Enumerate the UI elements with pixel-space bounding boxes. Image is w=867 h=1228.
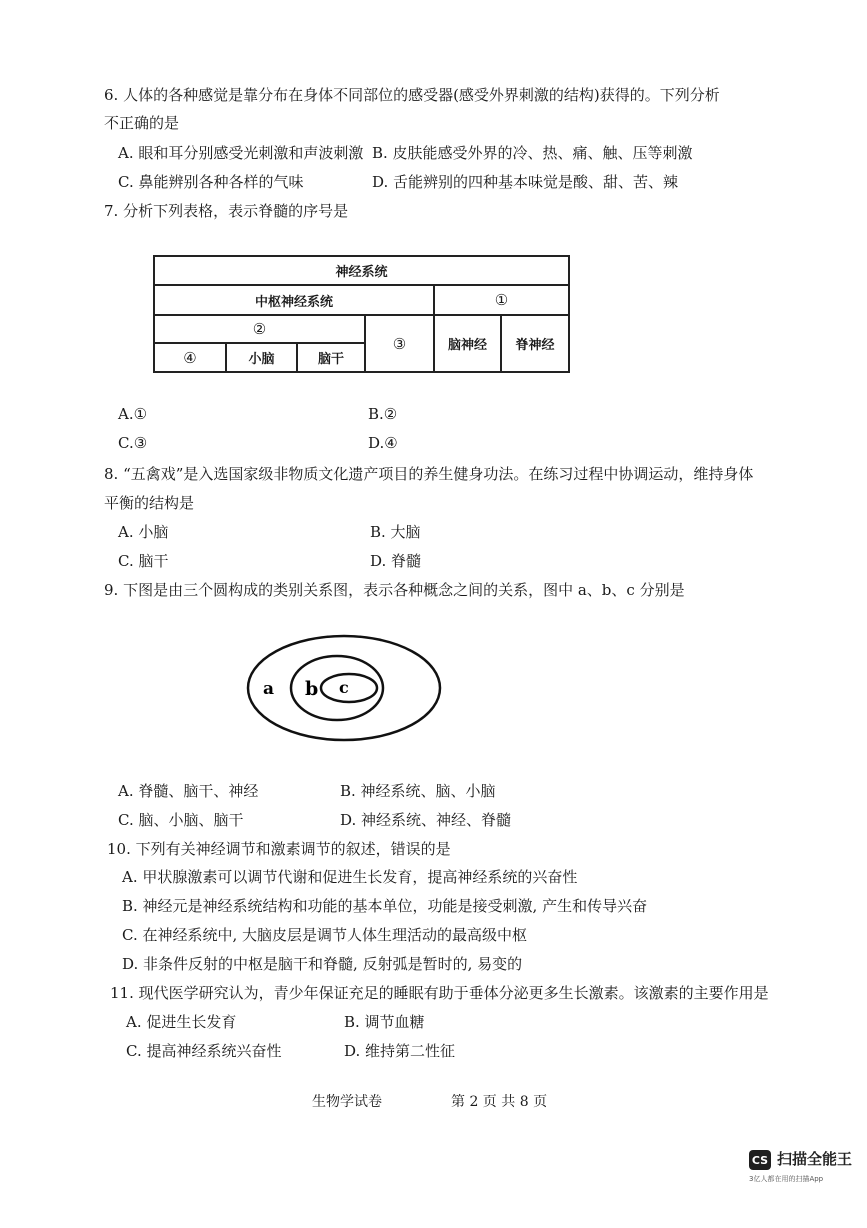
table-marker-1: ① bbox=[494, 291, 509, 309]
q11-option-c: C. 提高神经系统兴奋性 bbox=[126, 1042, 282, 1060]
table-cerebellum-label: 小脑 bbox=[248, 352, 275, 367]
table-cranial-cell bbox=[435, 316, 502, 371]
table-spinal-label: 脊神经 bbox=[515, 338, 555, 353]
q11-option-d: D. 维持第二性征 bbox=[344, 1042, 456, 1060]
nervous-system-table bbox=[153, 255, 570, 373]
q6-option-a: A. 眼和耳分别感受光刺激和声波刺激 bbox=[118, 144, 364, 162]
q8-option-b: B. 大脑 bbox=[370, 523, 421, 541]
q8-option-d: D. 脊髓 bbox=[370, 552, 422, 570]
q7-option-d: D.④ bbox=[368, 434, 398, 452]
q8-option-c: C. 脑干 bbox=[118, 552, 169, 570]
watermark-brand: 扫描全能王 bbox=[777, 1150, 853, 1168]
table-spinal-cell bbox=[502, 316, 568, 371]
logo-badge-text: CS bbox=[751, 1153, 769, 1167]
concept-circles-diagram bbox=[245, 633, 445, 743]
q9-option-d: D. 神经系统、神经、脊髓 bbox=[340, 811, 512, 829]
q11-option-b: B. 调节血糖 bbox=[344, 1013, 425, 1031]
table-title: 神经系统 bbox=[335, 265, 388, 280]
table-title-cell bbox=[155, 257, 568, 286]
q6-stem-line1: 6. 人体的各种感觉是靠分布在身体不同部位的感受器(感受外界刺激的结构)获得的。下列分析 bbox=[104, 86, 720, 104]
q7-stem: 7. 分析下列表格，表示脊髓的序号是 bbox=[104, 202, 349, 220]
q11-option-a: A. 促进生长发育 bbox=[126, 1013, 237, 1031]
table-cell-1 bbox=[435, 286, 568, 316]
q9-option-c: C. 脑、小脑、脑干 bbox=[118, 811, 244, 829]
q10-option-d: D. 非条件反射的中枢是脑干和脊髓, 反射弧是暂时的, 易变的 bbox=[122, 955, 523, 973]
q7-option-a: A.① bbox=[118, 405, 148, 423]
q10-option-b: B. 神经元是神经系统结构和功能的基本单位，功能是接受刺激, 产生和传导兴奋 bbox=[122, 897, 648, 915]
q7-option-b: B.② bbox=[368, 405, 398, 423]
table-marker-4: ④ bbox=[183, 348, 197, 367]
table-cell-3 bbox=[366, 316, 435, 371]
table-central-label: 中枢神经系统 bbox=[254, 294, 333, 310]
q10-option-a: A. 甲状腺激素可以调节代谢和促进生长发育，提高神经系统的兴奋性 bbox=[122, 868, 578, 886]
venn-label-c: c bbox=[339, 678, 349, 697]
q6-option-b: B. 皮肤能感受外界的冷、热、痛、触、压等刺激 bbox=[372, 144, 693, 162]
venn-label-a: a bbox=[263, 679, 275, 699]
table-brainstem-label: 脑干 bbox=[317, 352, 344, 367]
table-cerebellum-cell bbox=[227, 344, 298, 371]
table-cranial-label: 脑神经 bbox=[447, 338, 487, 353]
table-marker-3: ③ bbox=[392, 334, 407, 353]
venn-label-b: b bbox=[305, 678, 319, 700]
q7-option-c: C.③ bbox=[118, 434, 148, 452]
table-cell-4 bbox=[155, 344, 227, 371]
footer-subject: 生物学试卷 bbox=[312, 1094, 382, 1110]
watermark-tagline: 3亿人都在用的扫描App bbox=[749, 1175, 824, 1183]
q11-stem: 11. 现代医学研究认为，青少年保证充足的睡眠有助于垂体分泌更多生长激素。该激素的主要作用是 bbox=[110, 984, 769, 1002]
q9-option-b: B. 神经系统、脑、小脑 bbox=[340, 782, 496, 800]
q9-option-a: A. 脊髓、脑干、神经 bbox=[118, 782, 259, 800]
table-cell-2 bbox=[155, 316, 366, 344]
table-brainstem-cell bbox=[298, 344, 366, 371]
q9-stem: 9. 下图是由三个圆构成的类别关系图，表示各种概念之间的关系，图中 a、b、c 分别是 bbox=[104, 581, 685, 599]
footer-page-number: 第 2 页 共 8 页 bbox=[451, 1094, 548, 1110]
q10-option-c: C. 在神经系统中, 大脑皮层是调节人体生理活动的最高级中枢 bbox=[122, 926, 528, 944]
q8-option-a: A. 小脑 bbox=[118, 523, 169, 541]
q8-stem-line2: 平衡的结构是 bbox=[104, 494, 195, 512]
q6-stem-line2: 不正确的是 bbox=[104, 114, 180, 132]
q10-stem: 10. 下列有关神经调节和激素调节的叙述，错误的是 bbox=[107, 840, 451, 858]
table-marker-2: ② bbox=[252, 320, 267, 338]
q8-stem-line1: 8. “五禽戏”是入选国家级非物质文化遗产项目的养生健身功法。在练习过程中协调运动，维持身体 bbox=[104, 465, 754, 483]
q6-option-c: C. 鼻能辨别各种各样的气味 bbox=[118, 173, 304, 191]
table-central-cell bbox=[155, 286, 435, 316]
inner-circle-c bbox=[321, 674, 377, 702]
q6-option-d: D. 舌能辨别的四种基本味觉是酸、甜、苦、辣 bbox=[372, 173, 679, 191]
camscanner-logo-icon bbox=[749, 1150, 771, 1170]
